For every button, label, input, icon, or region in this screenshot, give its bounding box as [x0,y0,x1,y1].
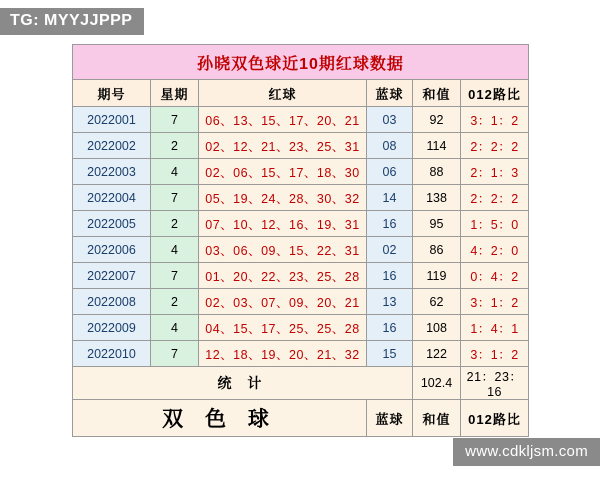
table-row [73,185,529,211]
cell-week: 4 [151,315,199,341]
table-row [73,107,529,133]
page-title: 孙晓双色球近10期红球数据 [73,45,529,80]
footer-blue-label: 蓝球 [367,400,413,437]
cell-ratio: 2：1：3 [461,159,529,185]
cell-ratio: 4：2：0 [461,237,529,263]
column-header-blue-ball: 蓝球 [367,80,413,107]
site-watermark: www.cdkljsm.com [453,438,600,466]
cell-ratio: 0：4：2 [461,263,529,289]
cell-week: 2 [151,133,199,159]
cell-week: 7 [151,341,199,367]
table-row [73,263,529,289]
cell-week: 2 [151,211,199,237]
cell-week: 7 [151,263,199,289]
cell-blue-ball: 06 [367,159,413,185]
cell-ratio: 3：1：2 [461,107,529,133]
cell-red-balls: 06、13、15、17、20、21 [199,107,367,133]
cell-sum: 108 [413,315,461,341]
table-header-row [73,80,529,107]
cell-blue-ball: 16 [367,211,413,237]
cell-issue: 2022003 [73,159,151,185]
cell-week: 2 [151,289,199,315]
cell-sum: 122 [413,341,461,367]
cell-blue-ball: 02 [367,237,413,263]
cell-week: 7 [151,185,199,211]
cell-sum: 88 [413,159,461,185]
column-header-week: 星期 [151,80,199,107]
footer-ratio-label: 012路比 [461,400,529,437]
column-header-red-balls: 红球 [199,80,367,107]
cell-ratio: 1：5：0 [461,211,529,237]
cell-week: 7 [151,107,199,133]
cell-red-balls: 01、20、22、23、25、28 [199,263,367,289]
cell-issue: 2022006 [73,237,151,263]
cell-red-balls: 07、10、12、16、19、31 [199,211,367,237]
lottery-data-sheet [72,44,528,437]
table-row [73,237,529,263]
statistics-label: 统 计 [73,367,413,400]
cell-issue: 2022009 [73,315,151,341]
cell-red-balls: 05、19、24、28、30、32 [199,185,367,211]
cell-issue: 2022001 [73,107,151,133]
tg-tag-badge: TG: MYYJJPPP [0,8,144,35]
cell-blue-ball: 16 [367,263,413,289]
cell-sum: 86 [413,237,461,263]
cell-week: 4 [151,237,199,263]
footer-row [73,400,529,437]
statistics-ratio-total: 21：23：16 [461,367,529,400]
cell-red-balls: 12、18、19、20、21、32 [199,341,367,367]
cell-blue-ball: 14 [367,185,413,211]
cell-blue-ball: 15 [367,341,413,367]
cell-red-balls: 02、12、21、23、25、31 [199,133,367,159]
cell-blue-ball: 16 [367,315,413,341]
table-row [73,211,529,237]
cell-ratio: 3：1：2 [461,341,529,367]
column-header-issue: 期号 [73,80,151,107]
cell-red-balls: 02、03、07、09、20、21 [199,289,367,315]
cell-sum: 119 [413,263,461,289]
cell-issue: 2022004 [73,185,151,211]
cell-red-balls: 02、06、15、17、18、30 [199,159,367,185]
cell-week: 4 [151,159,199,185]
cell-ratio: 1：4：1 [461,315,529,341]
cell-issue: 2022010 [73,341,151,367]
footer-title: 双 色 球 [73,400,367,437]
table-title-row [73,45,529,80]
cell-issue: 2022002 [73,133,151,159]
cell-issue: 2022005 [73,211,151,237]
cell-blue-ball: 03 [367,107,413,133]
table-row [73,133,529,159]
cell-ratio: 2：2：2 [461,185,529,211]
cell-blue-ball: 13 [367,289,413,315]
lottery-table [72,44,529,437]
column-header-sum: 和值 [413,80,461,107]
cell-sum: 138 [413,185,461,211]
cell-blue-ball: 08 [367,133,413,159]
table-row [73,341,529,367]
table-row [73,315,529,341]
cell-sum: 114 [413,133,461,159]
cell-issue: 2022007 [73,263,151,289]
cell-red-balls: 03、06、09、15、22、31 [199,237,367,263]
statistics-sum-average: 102.4 [413,367,461,400]
table-row [73,159,529,185]
cell-ratio: 2：2：2 [461,133,529,159]
cell-ratio: 3：1：2 [461,289,529,315]
cell-sum: 92 [413,107,461,133]
cell-sum: 95 [413,211,461,237]
footer-sum-label: 和值 [413,400,461,437]
statistics-row [73,367,529,400]
cell-sum: 62 [413,289,461,315]
cell-issue: 2022008 [73,289,151,315]
cell-red-balls: 04、15、17、25、25、28 [199,315,367,341]
column-header-ratio: 012路比 [461,80,529,107]
table-row [73,289,529,315]
